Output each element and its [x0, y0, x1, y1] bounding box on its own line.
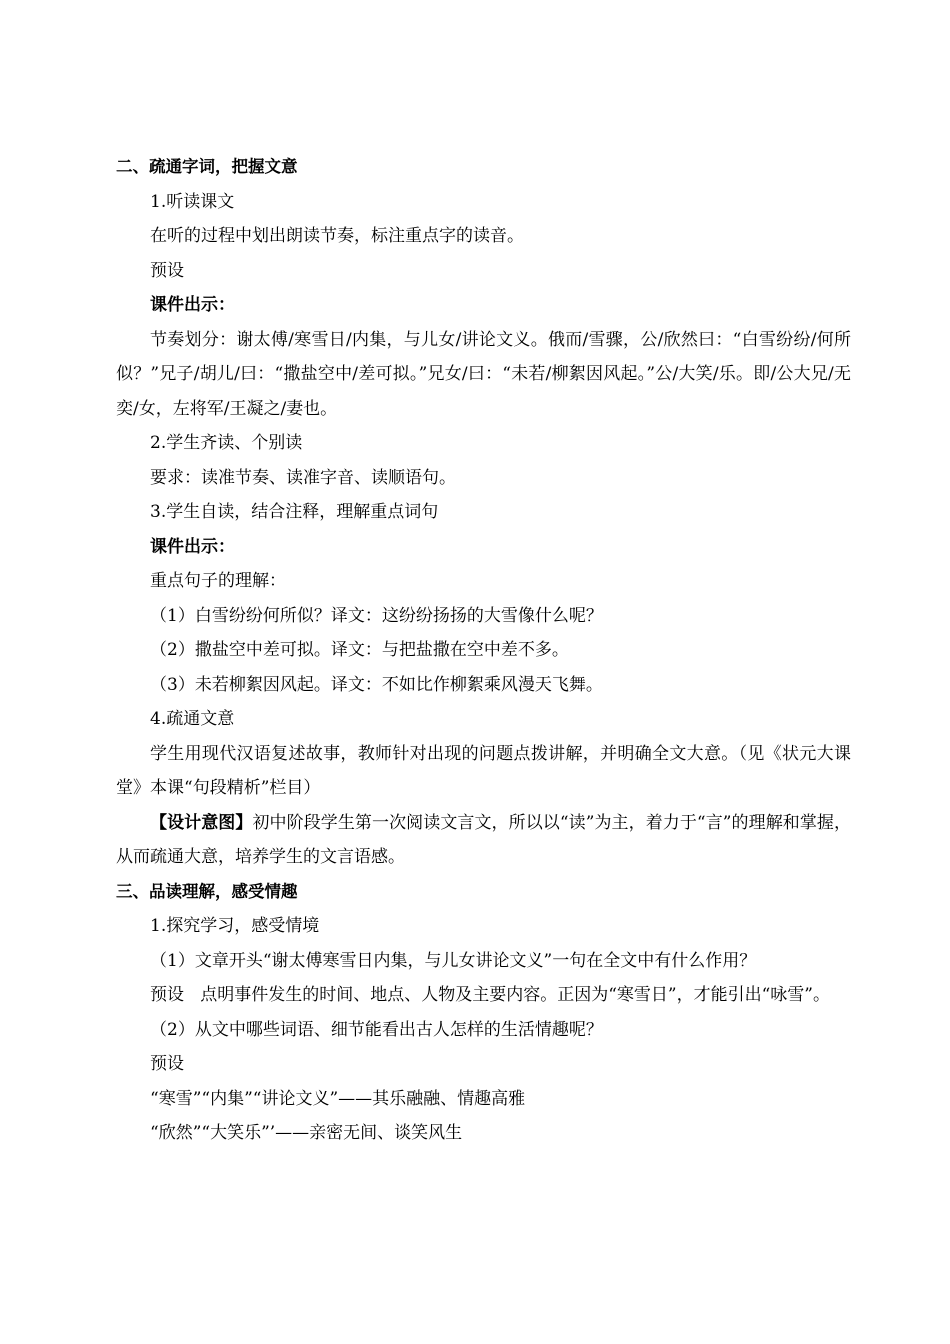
courseware-label: 课件出示： — [150, 295, 235, 315]
item-title-self-study: 3.学生自读，结合注释，理解重点词句 — [150, 502, 439, 522]
design-intent-label: 【设计意图】 — [150, 812, 253, 833]
section-heading-3: 三、品读理解，感受情趣 — [116, 881, 298, 901]
preset-label: 预设 — [150, 985, 184, 1005]
answer-2-line: “欣然”“大笑乐”’——亲密无间、谈笑风生 — [150, 1123, 463, 1143]
preset-label: 预设 — [150, 260, 184, 281]
design-intent-text: 初中阶段学生第一次阅读文言文，所以以“读”为主，着力于“言”的理解和掌握，从而疏通大意，培养学生的文言语感。 — [116, 812, 852, 867]
question-1: （1）文章开头“谢太傅寒雪日内集，与儿女讲论文义”一句在全文中有什么作用？ — [150, 950, 757, 971]
preset-label: 预设 — [150, 1054, 184, 1074]
answer-1-paragraph — [116, 978, 851, 1013]
document-body — [116, 150, 851, 1151]
item-title-explore: 1.探究学习，感受情境 — [150, 916, 320, 936]
answer-2-line: “寒雪”“内集”“讲论文义”——其乐融融、情趣高雅 — [150, 1088, 526, 1109]
courseware-label-2: 课件出示： — [150, 536, 235, 557]
question-2: （2）从文中哪些词语、细节能看出古人怎样的生活情趣呢？ — [150, 1019, 603, 1040]
key-sentence: （3）未若柳絮因风起。译文：不如比作柳絮乘风漫天飞舞。 — [150, 674, 603, 695]
item-text-requirements: 要求：读准节奏、读准字音、读顺语句。 — [150, 467, 456, 488]
design-intent-paragraph — [116, 806, 851, 875]
item-title-listen: 1.听读课文 — [150, 191, 235, 212]
item-title-read-aloud: 2.学生齐读、个别读 — [150, 433, 303, 453]
key-sentence: （1）白雪纷纷何所似？译文：这纷纷扬扬的大雪像什么呢？ — [150, 605, 603, 626]
item-text-meaning: 学生用现代汉语复述故事，教师针对出现的问题点拨讲解，并明确全文大意。（见《状元大课堂》本课“句段精析”栏目） — [116, 743, 851, 798]
item-title-meaning: 4.疏通文意 — [150, 709, 235, 729]
section-heading-2: 二、疏通字词，把握文意 — [116, 157, 298, 176]
answer-1-text: 点明事件发生的时间、地点、人物及主要内容。正因为“寒雪日”，才能引出“咏雪”。 — [200, 985, 830, 1005]
key-sentences-title: 重点句子的理解： — [150, 571, 286, 591]
key-sentence: （2）撒盐空中差可拟。译文：与把盐撒在空中差不多。 — [150, 640, 569, 660]
rhythm-paragraph: 节奏划分：谢太傅/寒雪日/内集，与儿女/讲论文义。俄而/雪骤，公/欣然曰：“白雪纷纷/何所似？”兄子/胡儿/曰：“撒盐空中/差可拟。”兄女/曰：“未若/柳絮因风起。”公/大笑/乐。即/公大兄/无奕/女，左将军/王凝之/妻也。 — [116, 329, 851, 419]
item-text-listen: 在听的过程中划出朗读节奏，标注重点字的读音。 — [150, 226, 524, 246]
